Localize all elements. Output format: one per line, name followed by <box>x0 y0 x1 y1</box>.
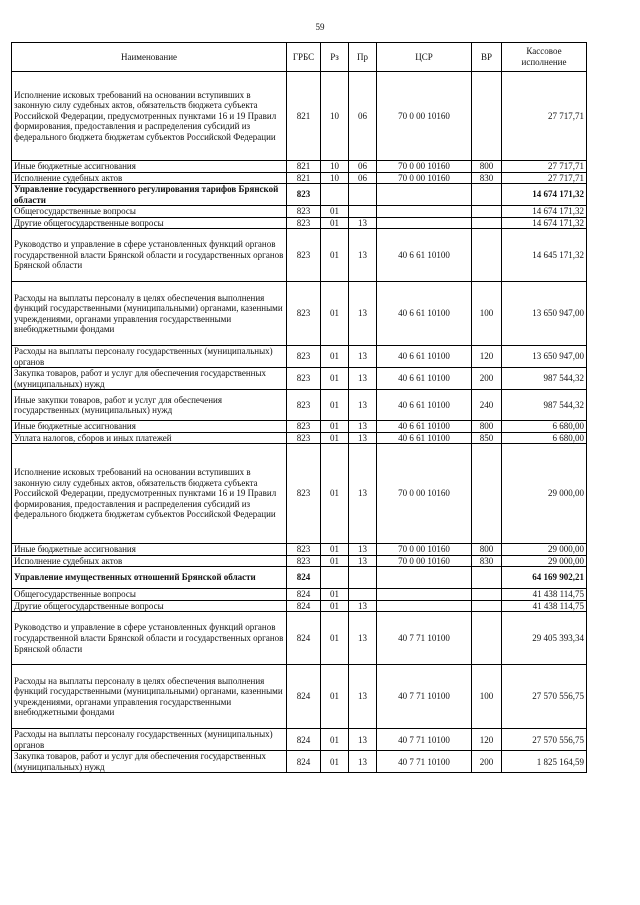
table-row <box>12 72 587 161</box>
cell-rz: 01 <box>321 751 349 773</box>
cell-csr: 70 0 00 10160 <box>377 72 472 161</box>
cell-vr: 240 <box>472 390 502 421</box>
cell-vr: 100 <box>472 665 502 729</box>
cell-pr: 13 <box>349 612 377 665</box>
cell-rz: 01 <box>321 589 349 601</box>
cell-sum: 987 544,32 <box>502 390 587 421</box>
cell-pr: 13 <box>349 665 377 729</box>
cell-csr <box>377 217 472 229</box>
cell-sum: 29 000,00 <box>502 544 587 556</box>
cell-rz: 10 <box>321 72 349 161</box>
cell-rz: 01 <box>321 206 349 218</box>
cell-grbs: 823 <box>287 432 321 444</box>
cell-name: Иные бюджетные ассигнования <box>12 421 287 433</box>
cell-vr <box>472 600 502 612</box>
cell-pr: 13 <box>349 229 377 282</box>
cell-sum: 29 000,00 <box>502 444 587 544</box>
cell-name: Исполнение судебных актов <box>12 555 287 567</box>
cell-sum: 27 570 556,75 <box>502 665 587 729</box>
budget-execution-table <box>11 42 587 773</box>
header-rz: Рз <box>321 43 349 72</box>
cell-rz: 01 <box>321 544 349 556</box>
cell-pr: 13 <box>349 421 377 433</box>
cell-csr: 40 6 61 10100 <box>377 390 472 421</box>
cell-name: Иные закупки товаров, работ и услуг для обеспечения государственных (муниципальных) нужд <box>12 390 287 421</box>
cell-pr: 13 <box>349 368 377 390</box>
table-row <box>12 217 587 229</box>
table-row <box>12 368 587 390</box>
cell-sum: 6 680,00 <box>502 432 587 444</box>
cell-rz: 01 <box>321 729 349 751</box>
table-row <box>12 444 587 544</box>
cell-pr: 13 <box>349 751 377 773</box>
cell-csr: 40 7 71 10100 <box>377 665 472 729</box>
cell-vr: 800 <box>472 421 502 433</box>
cell-csr <box>377 567 472 589</box>
cell-rz <box>321 184 349 206</box>
cell-vr <box>472 206 502 218</box>
cell-name: Исполнение исковых требований на основании вступивших в законную силу судебных актов, обязательств бюджета субъекта Российской Федерации, предусмотренных пунктами 16 и 19 Правил формирования, предоставления и распределения субсидий из федерального бюджета бюджетам субъектов Российской Федерации <box>12 72 287 161</box>
cell-grbs: 821 <box>287 72 321 161</box>
cell-csr: 70 0 00 10160 <box>377 161 472 173</box>
cell-name: Закупка товаров, работ и услуг для обеспечения государственных (муниципальных) нужд <box>12 751 287 773</box>
cell-name: Расходы на выплаты персоналу государственных (муниципальных) органов <box>12 729 287 751</box>
cell-pr: 13 <box>349 555 377 567</box>
cell-grbs: 824 <box>287 600 321 612</box>
table-row <box>12 432 587 444</box>
cell-sum: 6 680,00 <box>502 421 587 433</box>
cell-csr <box>377 184 472 206</box>
cell-rz: 01 <box>321 217 349 229</box>
cell-name: Иные бюджетные ассигнования <box>12 544 287 556</box>
cell-vr <box>472 612 502 665</box>
cell-rz <box>321 567 349 589</box>
cell-pr: 13 <box>349 600 377 612</box>
cell-csr: 40 7 71 10100 <box>377 612 472 665</box>
header-csr: ЦСР <box>377 43 472 72</box>
page-number: 59 <box>315 22 325 32</box>
table-row <box>12 421 587 433</box>
cell-name: Управление имущественных отношений Брянской области <box>12 567 287 589</box>
cell-pr: 13 <box>349 432 377 444</box>
cell-csr <box>377 589 472 601</box>
table-row <box>12 612 587 665</box>
cell-csr <box>377 600 472 612</box>
cell-name: Управление государственного регулирования тарифов Брянской области <box>12 184 287 206</box>
cell-vr: 120 <box>472 346 502 368</box>
cell-pr <box>349 206 377 218</box>
cell-sum: 27 717,71 <box>502 172 587 184</box>
cell-sum: 27 570 556,75 <box>502 729 587 751</box>
cell-vr <box>472 229 502 282</box>
cell-vr <box>472 184 502 206</box>
cell-name: Уплата налогов, сборов и иных платежей <box>12 432 287 444</box>
cell-csr <box>377 206 472 218</box>
cell-vr <box>472 217 502 229</box>
cell-name: Руководство и управление в сфере установленных функций органов государственной власти Брянской области и государственных органов Брянской области <box>12 612 287 665</box>
cell-csr: 40 6 61 10100 <box>377 229 472 282</box>
cell-pr <box>349 184 377 206</box>
cell-name: Общегосударственные вопросы <box>12 206 287 218</box>
table-row <box>12 346 587 368</box>
header-grbs: ГРБС <box>287 43 321 72</box>
header-cash-execution: Кассовое исполнение <box>502 43 587 72</box>
cell-csr: 40 7 71 10100 <box>377 729 472 751</box>
cell-pr: 13 <box>349 346 377 368</box>
cell-grbs: 823 <box>287 421 321 433</box>
table-row <box>12 390 587 421</box>
cell-csr: 40 6 61 10100 <box>377 368 472 390</box>
table-row <box>12 589 587 601</box>
cell-sum: 27 717,71 <box>502 72 587 161</box>
cell-sum: 14 674 171,32 <box>502 217 587 229</box>
table-row <box>12 172 587 184</box>
cell-vr <box>472 567 502 589</box>
cell-sum: 29 000,00 <box>502 555 587 567</box>
cell-rz: 01 <box>321 229 349 282</box>
table-row <box>12 282 587 346</box>
header-vr: ВР <box>472 43 502 72</box>
cell-name: Руководство и управление в сфере установленных функций органов государственной власти Брянской области и государственных органов Брянской области <box>12 229 287 282</box>
cell-grbs: 823 <box>287 346 321 368</box>
cell-name: Другие общегосударственные вопросы <box>12 217 287 229</box>
cell-grbs: 823 <box>287 555 321 567</box>
cell-pr <box>349 567 377 589</box>
cell-csr: 40 7 71 10100 <box>377 751 472 773</box>
cell-pr: 13 <box>349 729 377 751</box>
cell-csr: 40 6 61 10100 <box>377 282 472 346</box>
cell-grbs: 823 <box>287 544 321 556</box>
cell-vr: 800 <box>472 544 502 556</box>
cell-rz: 01 <box>321 444 349 544</box>
cell-rz: 01 <box>321 368 349 390</box>
cell-pr: 13 <box>349 282 377 346</box>
cell-vr: 200 <box>472 368 502 390</box>
cell-grbs: 823 <box>287 229 321 282</box>
table-row <box>12 729 587 751</box>
cell-pr: 06 <box>349 172 377 184</box>
cell-csr: 40 6 61 10100 <box>377 421 472 433</box>
table-row <box>12 555 587 567</box>
cell-csr: 40 6 61 10100 <box>377 432 472 444</box>
cell-grbs: 821 <box>287 172 321 184</box>
cell-vr <box>472 444 502 544</box>
cell-grbs: 823 <box>287 184 321 206</box>
cell-sum: 14 674 171,32 <box>502 206 587 218</box>
table-row <box>12 229 587 282</box>
cell-rz: 10 <box>321 161 349 173</box>
cell-pr: 06 <box>349 161 377 173</box>
table-row <box>12 600 587 612</box>
cell-vr: 120 <box>472 729 502 751</box>
header-pr: Пр <box>349 43 377 72</box>
cell-rz: 01 <box>321 555 349 567</box>
cell-pr: 13 <box>349 217 377 229</box>
cell-sum: 41 438 114,75 <box>502 589 587 601</box>
cell-name: Исполнение судебных актов <box>12 172 287 184</box>
cell-rz: 01 <box>321 665 349 729</box>
table-header-row <box>12 43 587 72</box>
cell-csr: 40 6 61 10100 <box>377 346 472 368</box>
table-row <box>12 184 587 206</box>
cell-grbs: 823 <box>287 206 321 218</box>
cell-grbs: 824 <box>287 589 321 601</box>
table-row <box>12 544 587 556</box>
cell-rz: 01 <box>321 390 349 421</box>
cell-rz: 01 <box>321 432 349 444</box>
table-row <box>12 665 587 729</box>
cell-sum: 1 825 164,59 <box>502 751 587 773</box>
cell-sum: 29 405 393,34 <box>502 612 587 665</box>
cell-grbs: 823 <box>287 282 321 346</box>
cell-grbs: 823 <box>287 368 321 390</box>
cell-pr: 13 <box>349 544 377 556</box>
cell-sum: 13 650 947,00 <box>502 282 587 346</box>
cell-pr: 06 <box>349 72 377 161</box>
cell-rz: 01 <box>321 421 349 433</box>
cell-csr: 70 0 00 10160 <box>377 172 472 184</box>
cell-rz: 01 <box>321 600 349 612</box>
cell-vr: 800 <box>472 161 502 173</box>
cell-name: Расходы на выплаты персоналу государственных (муниципальных) органов <box>12 346 287 368</box>
cell-name: Общегосударственные вопросы <box>12 589 287 601</box>
cell-sum: 13 650 947,00 <box>502 346 587 368</box>
table-row <box>12 567 587 589</box>
cell-name: Расходы на выплаты персоналу в целях обеспечения выполнения функций государственными (муниципальными) органами, казенными учреждениями, органами управления государственными внебюджетными фондами <box>12 665 287 729</box>
cell-csr: 70 0 00 10160 <box>377 444 472 544</box>
cell-rz: 10 <box>321 172 349 184</box>
cell-name: Расходы на выплаты персоналу в целях обеспечения выполнения функций государственными (муниципальными) органами, казенными учреждениями, органами управления государственными внебюджетными фондами <box>12 282 287 346</box>
cell-grbs: 824 <box>287 612 321 665</box>
cell-vr <box>472 72 502 161</box>
cell-sum: 64 169 902,21 <box>502 567 587 589</box>
cell-grbs: 824 <box>287 567 321 589</box>
cell-sum: 41 438 114,75 <box>502 600 587 612</box>
cell-rz: 01 <box>321 612 349 665</box>
cell-grbs: 824 <box>287 665 321 729</box>
cell-sum: 987 544,32 <box>502 368 587 390</box>
cell-vr: 100 <box>472 282 502 346</box>
cell-sum: 14 674 171,32 <box>502 184 587 206</box>
cell-name: Исполнение исковых требований на основании вступивших в законную силу судебных актов, обязательств бюджета субъекта Российской Федерации, предусмотренных пунктами 16 и 19 Правил формирования, предоставления и распределения субсидий из федерального бюджета бюджетам субъектов Российской Федерации <box>12 444 287 544</box>
table-row <box>12 206 587 218</box>
cell-sum: 14 645 171,32 <box>502 229 587 282</box>
cell-pr: 13 <box>349 444 377 544</box>
cell-sum: 27 717,71 <box>502 161 587 173</box>
cell-grbs: 823 <box>287 217 321 229</box>
cell-rz: 01 <box>321 346 349 368</box>
cell-pr: 13 <box>349 390 377 421</box>
table-row <box>12 751 587 773</box>
cell-rz: 01 <box>321 282 349 346</box>
cell-name: Иные бюджетные ассигнования <box>12 161 287 173</box>
cell-csr: 70 0 00 10160 <box>377 555 472 567</box>
cell-vr: 850 <box>472 432 502 444</box>
cell-vr: 200 <box>472 751 502 773</box>
cell-grbs: 823 <box>287 390 321 421</box>
cell-name: Другие общегосударственные вопросы <box>12 600 287 612</box>
header-name: Наименование <box>12 43 287 72</box>
cell-grbs: 824 <box>287 729 321 751</box>
table-row <box>12 161 587 173</box>
cell-vr: 830 <box>472 172 502 184</box>
cell-pr <box>349 589 377 601</box>
cell-vr: 830 <box>472 555 502 567</box>
cell-grbs: 823 <box>287 444 321 544</box>
cell-name: Закупка товаров, работ и услуг для обеспечения государственных (муниципальных) нужд <box>12 368 287 390</box>
cell-vr <box>472 589 502 601</box>
cell-csr: 70 0 00 10160 <box>377 544 472 556</box>
cell-grbs: 821 <box>287 161 321 173</box>
cell-grbs: 824 <box>287 751 321 773</box>
